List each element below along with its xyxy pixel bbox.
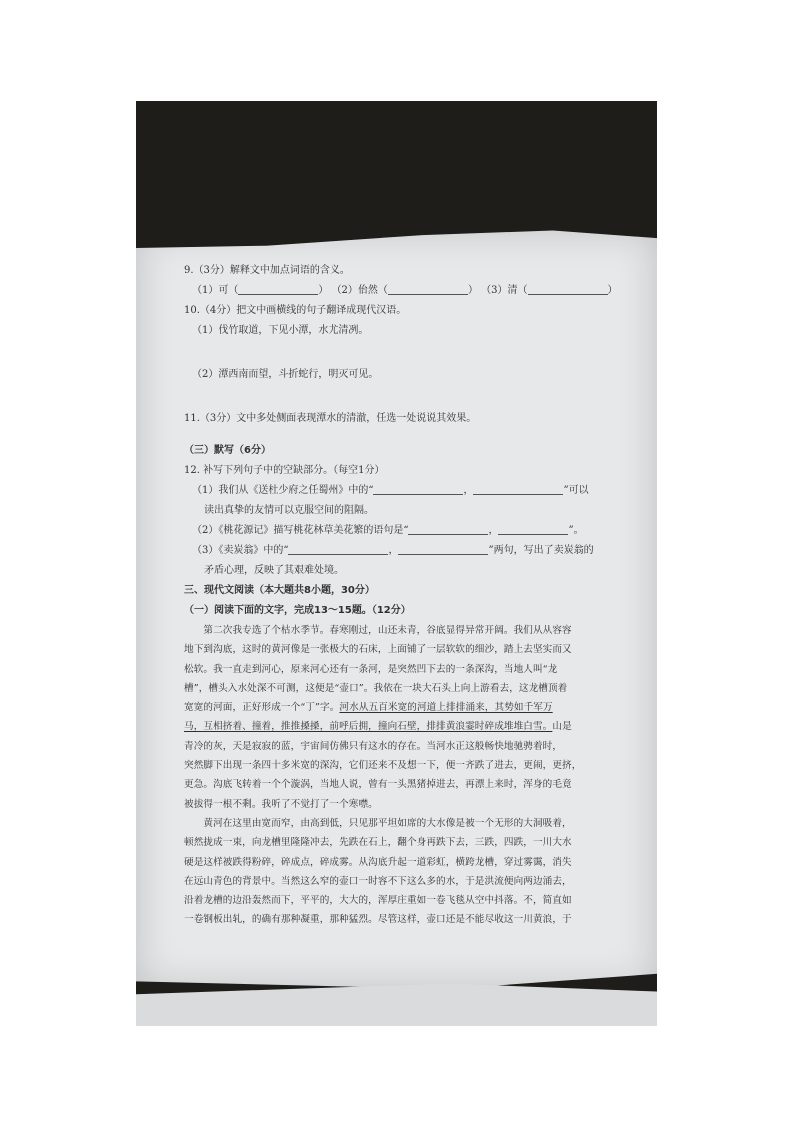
passage-line: 被拔得一根不剩。我听了不觉打了一个寒噤。 bbox=[184, 798, 378, 810]
q9-item-2-close: ） bbox=[467, 285, 478, 296]
q12-item-3 bbox=[184, 541, 629, 561]
q12-3-blank-a[interactable] bbox=[288, 544, 388, 555]
passage-line: 更急。沟底飞转着一个个漩涡，当地人说，曾有一头黑猪掉进去，再漂上来时，浑身的毛竟 bbox=[184, 779, 572, 791]
q12-2-text-b: ”。 bbox=[568, 525, 584, 536]
q9-item-1-close: ） bbox=[318, 285, 329, 296]
q12-item-3-cont: 矛盾心理，反映了其艰难处境。 bbox=[204, 565, 344, 576]
passage-line: 地下到沟底，这时的黄河像是一张极大的石床，上面铺了一层软软的细沙，踏上去坚实而又 bbox=[184, 644, 572, 656]
passage bbox=[184, 621, 629, 930]
q12-2-blank-b[interactable] bbox=[498, 524, 568, 535]
underlined-sentence: 河水从五百米宽的河道上排排涌来，其势如千军万 bbox=[339, 702, 553, 714]
q9-item-3-close: ） bbox=[607, 285, 618, 296]
q12-3-text-b: ”两句，写出了卖炭翁的 bbox=[488, 545, 594, 556]
passage-line: 顿然拢成一束，向龙槽里隆隆冲去，先跌在石上，翻个身再跌下去，三跌，四跌，一川大水 bbox=[184, 837, 572, 849]
passage-line bbox=[184, 717, 629, 736]
q9-blank-2[interactable] bbox=[388, 284, 468, 295]
q9-blank-3[interactable] bbox=[528, 284, 608, 295]
passage-line: 松软。我一直走到河心，原来河心还有一条河，是突然凹下去的一条深沟，当地人叫“龙 bbox=[184, 663, 558, 675]
q12-2-blank-a[interactable] bbox=[408, 524, 488, 535]
passage-line: 硬是这样被跌得粉碎，碎成点，碎成雾。从沟底升起一道彩虹，横跨龙槽，穿过雾霭，消失 bbox=[184, 856, 572, 868]
passage-line: 突然脚下出现一条四十多米宽的深沟，它们还来不及想一下，便一齐跌了进去，更闹，更挤， bbox=[184, 760, 582, 772]
q12-1-comma: ， bbox=[463, 485, 474, 496]
passage-text: 宽宽的河面，正好形成一个“丁”字。 bbox=[184, 702, 340, 714]
q12-2-text-a: （2）《桃花源记》描写桃花林草美花繁的语句是“ bbox=[192, 525, 409, 536]
question-10-sentence-2: （2）潭西南而望，斗折蛇行，明灭可见。 bbox=[192, 369, 379, 380]
question-9-items bbox=[184, 281, 629, 301]
q12-3-text-a: （3）《卖炭翁》中的“ bbox=[192, 545, 289, 556]
q12-1-blank-a[interactable] bbox=[373, 484, 463, 495]
question-10-stem: 10.（4分）把文中画横线的句子翻译成现代汉语。 bbox=[184, 305, 407, 316]
underlined-sentence: 马，互相挤着、撞着，推推搡搡，前呼后拥，撞向石壁，排排黄浪霎时碎成堆堆白雪。 bbox=[184, 721, 553, 733]
question-11: 11.（3分）文中多处侧面表现潭水的清澈，任选一处说说其效果。 bbox=[184, 413, 477, 424]
q12-item-2 bbox=[184, 521, 629, 541]
passage-line: 槽”，槽头入水处深不可测，这便是“壶口”。我依在一块大石头上向上游看去，这龙槽顶着 bbox=[184, 682, 568, 694]
passage-line: 青冷的灰，天是寂寂的蓝，宇宙间仿佛只有这水的存在。当河水正这般畅快地驰骋着时， bbox=[184, 740, 563, 752]
q12-1-text-a: （1）我们从《送杜少府之任蜀州》中的“ bbox=[192, 485, 374, 496]
passage-line: 一卷钢板出轧，的确有那种凝重，那种猛烈。尽管这样，壶口还是不能尽收这一川黄浪，于 bbox=[184, 914, 572, 926]
section-modern-reading-title: 三、现代文阅读（本大题共8小题，30分） bbox=[184, 585, 375, 596]
passage-line bbox=[184, 698, 629, 717]
q12-1-blank-b[interactable] bbox=[473, 484, 563, 495]
photo-frame bbox=[136, 101, 657, 1026]
passage-line: 沿着龙槽的边沿轰然而下，平平的，大大的，浑厚庄重如一卷飞毯从空中抖落。不，简直如 bbox=[184, 895, 572, 907]
question-9-stem: 9.（3分）解释文中加点词语的含义。 bbox=[184, 265, 350, 276]
passage-line: 黄河在这里由宽而窄，由高到低，只见那平坦如席的大水像是被一个无形的大洞吸着， bbox=[184, 817, 572, 829]
q12-item-1 bbox=[184, 481, 629, 501]
q9-blank-1[interactable] bbox=[238, 284, 318, 295]
question-10-sentence-1: （1）伐竹取道，下见小潭，水尤清冽。 bbox=[192, 325, 369, 336]
reading-1-instruction: （一）阅读下面的文字，完成13～15题。（12分） bbox=[184, 605, 411, 616]
q12-3-comma: ， bbox=[388, 545, 399, 556]
section-dictation-title: （三）默写（6分） bbox=[184, 445, 271, 456]
q12-2-comma: ， bbox=[488, 525, 499, 536]
q12-3-blank-b[interactable] bbox=[398, 544, 488, 555]
question-12-stem: 12. 补写下列句子中的空缺部分。（每空1分） bbox=[184, 465, 385, 476]
q12-item-1-cont: 读出真挚的友情可以克服空间的阻隔。 bbox=[204, 505, 374, 516]
passage-text: 山是 bbox=[552, 721, 572, 733]
paper-content bbox=[184, 261, 629, 930]
q12-1-text-b: ”可以 bbox=[563, 485, 589, 496]
q9-item-3-open: （3）清（ bbox=[481, 285, 528, 296]
passage-line: 在远山青色的背景中。当然这么窄的壶口一时容不下这么多的水，于是洪流便向两边涌去， bbox=[184, 875, 572, 887]
q9-item-1-open: （1）可（ bbox=[192, 285, 239, 296]
q9-item-2-open: （2）佁然（ bbox=[331, 285, 388, 296]
passage-line: 第二次我专选了个枯水季节。春寒刚过，山还未青，谷底显得异常开阔。我们从从容容 bbox=[184, 625, 572, 636]
